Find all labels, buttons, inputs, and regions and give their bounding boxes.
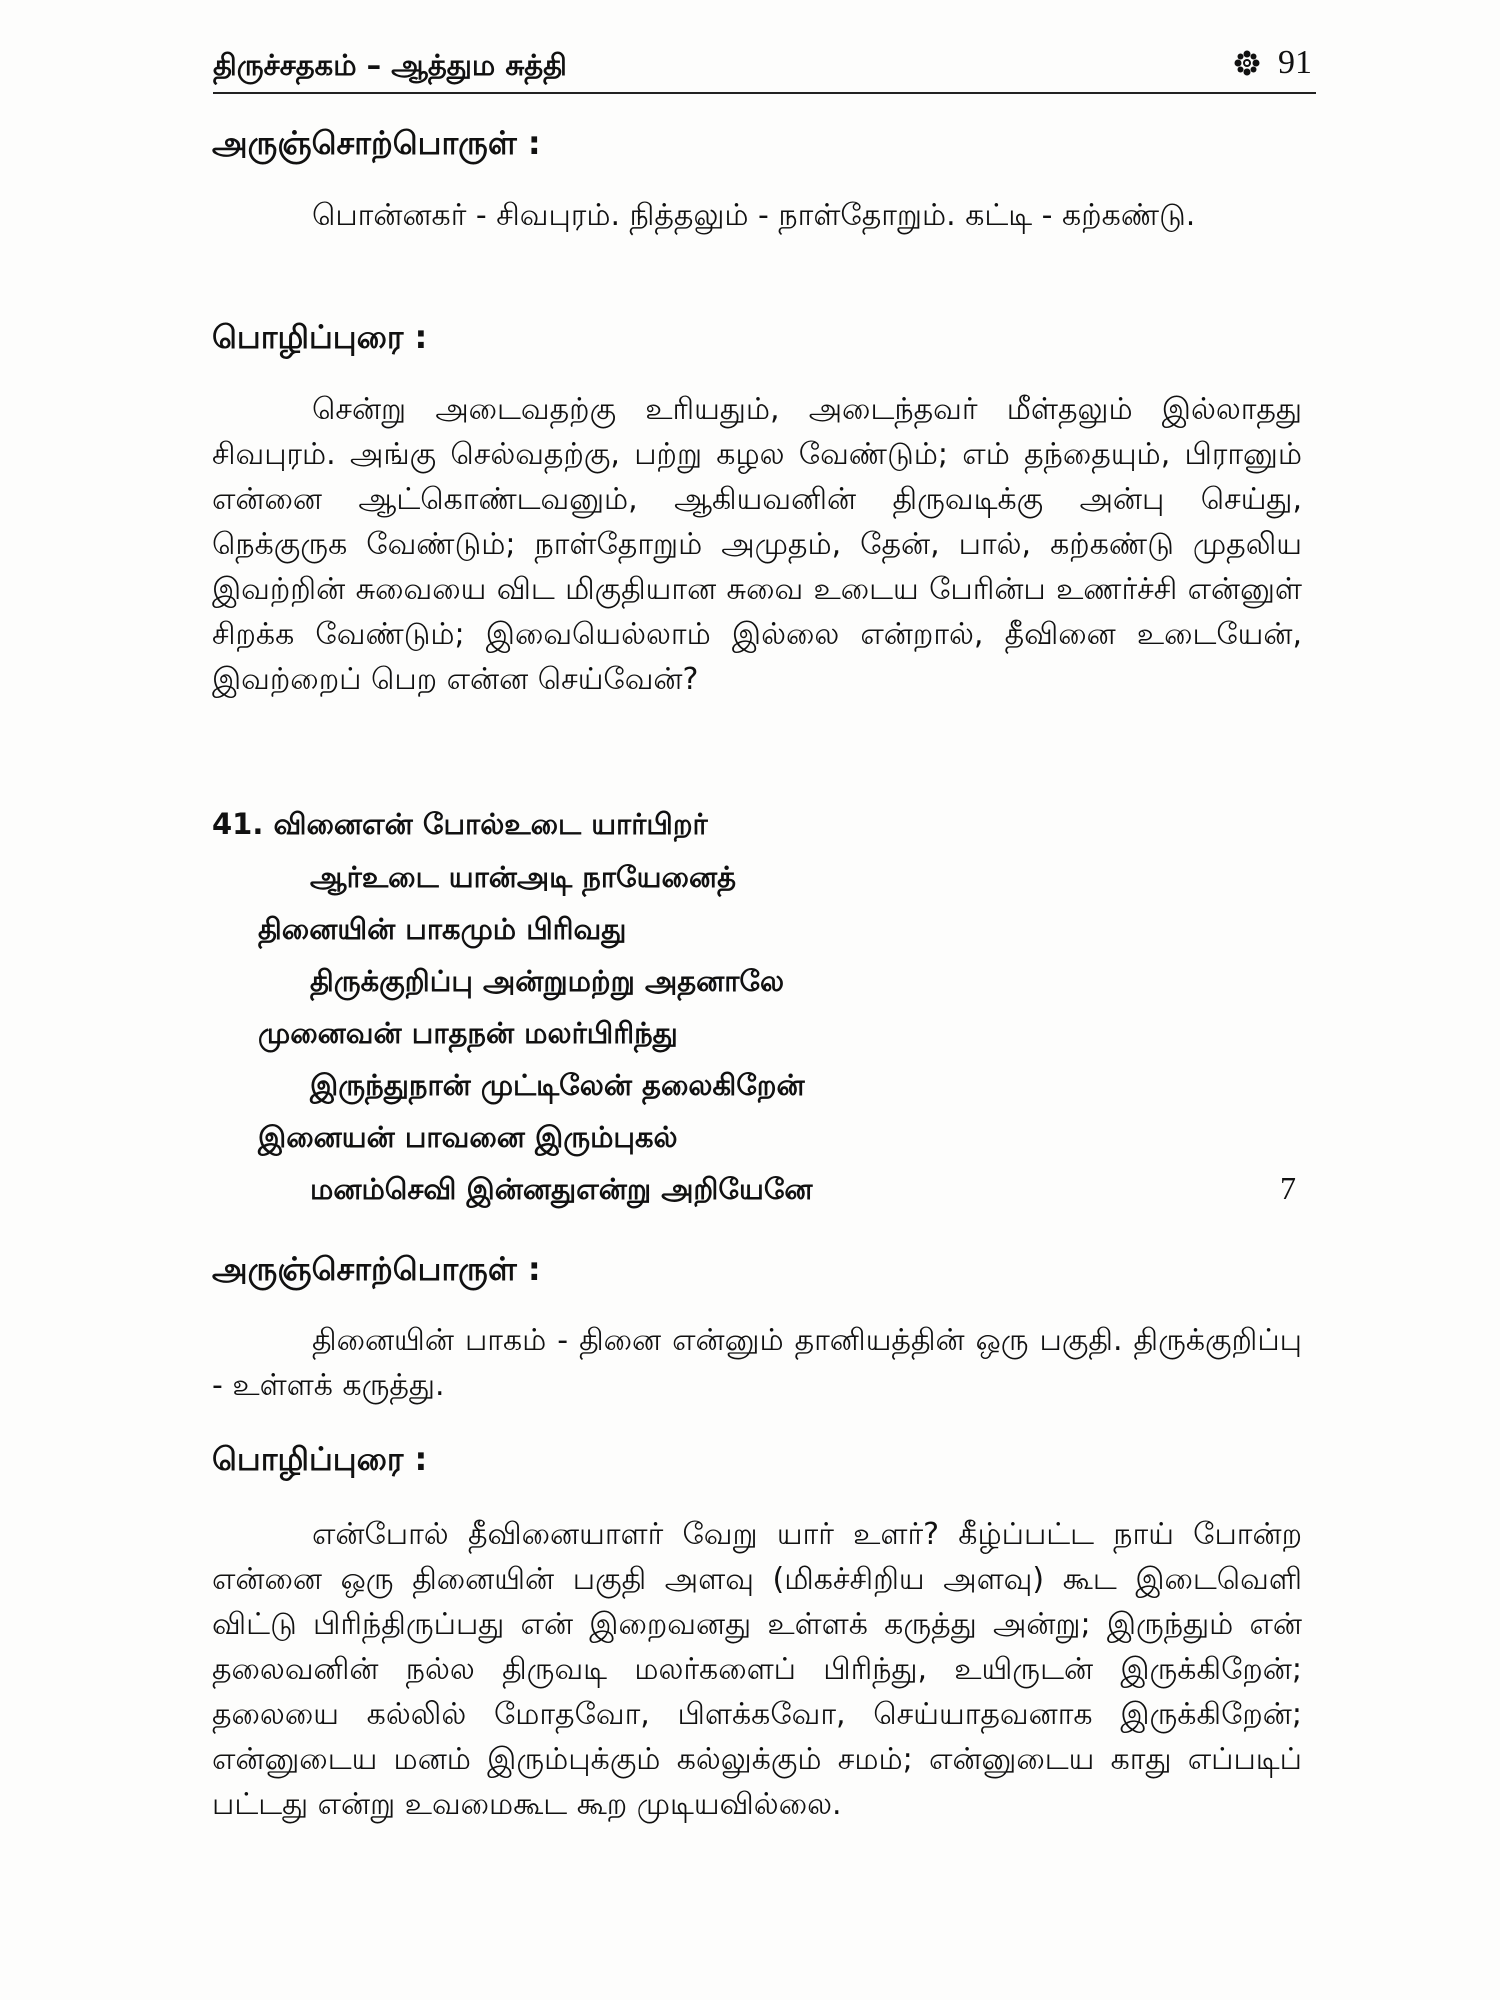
verse-line: ஆர்உடை யான்அடி நாயேனைத் [310,860,736,894]
glossary-paragraph [212,1318,1302,1408]
page-header [213,44,1316,94]
verse-line: முனைவன் பாதநன் மலர்பிரிந்து [258,1016,678,1050]
header-right [1234,44,1312,82]
commentary-paragraph [212,1512,1302,1827]
glossary-text: தினையின் பாகம் - தினை என்னும் தானியத்தின் ஒரு பகுதி. திருக்குறிப்பு - உள்ளக் கருத்து. [212,1323,1302,1403]
glossary-heading: அருஞ்சொற்பொருள் : [212,124,541,162]
commentary-text: சென்று அடைவதற்கு உரியதும், அடைந்தவர் மீள்தலும் இல்லாதது சிவபுரம். அங்கு செல்வதற்கு, பற்று கழல வேண்டும்; எம் தந்தையும், பிரானும் என்னை ஆட்கொண்டவனும், ஆகியவனின் திருவடிக்கு அன்பு செய்து, நெக்குருக வேண்டும்; நாள்தோறும் அமுதம், தேன், பால், கற்கண்டு முதலிய இவற்றின் சுவையை விட மிகுதியான சுவை உடைய பேரின்ப உணர்ச்சி என்னுள் சிறக்க வேண்டும்; இவையெல்லாம் இல்லை என்றால், தீவினை உடையேன், இவற்றைப் பெற என்ன செய்வேன்? [212,392,1302,697]
verse-line: மனம்செவி இன்னதுஎன்று அறியேனே [310,1172,813,1206]
verse-line: இருந்துநான் முட்டிலேன் தலைகிறேன் [310,1068,805,1102]
verse-line: 41. வினைஎன் போல்உடை யார்பிறர் [212,807,708,841]
glossary-heading: அருஞ்சொற்பொருள் : [212,1250,541,1288]
glossary-text: பொன்னகர் - சிவபுரம். நித்தலும் - நாள்தோறும். கட்டி - கற்கண்டு. [312,198,1196,233]
verse-line: தினையின் பாகமும் பிரிவது [258,912,627,946]
verse-line: இனையன் பாவனை இரும்புகல் [258,1120,678,1154]
running-title: திருச்சதகம் – ஆத்தும சுத்தி [213,48,567,82]
page-number: 91 [1278,44,1312,81]
commentary-text: என்போல் தீவினையாளர் வேறு யார் உளர்? கீழ்ப்பட்ட நாய் போன்ற என்னை ஒரு தினையின் பகுதி அளவு (மிகச்சிறிய அளவு) கூட இடைவெளி விட்டு பிரிந்திருப்பது என் இறைவனது உள்ளக் கருத்து அன்று; இருந்தும் என் தலைவனின் நல்ல திருவடி மலர்களைப் பிரிந்து, உயிருடன் இருக்கிறேன்; தலையை கல்லில் மோதவோ, பிளக்கவோ, செய்யாதவனாக இருக்கிறேன்; என்னுடைய மனம் இரும்புக்கும் கல்லுக்கும் சமம்; என்னுடைய காது எப்படிப் பட்டது என்று உவமைகூட கூற முடியவில்லை. [212,1517,1302,1822]
glossary-paragraph [212,193,1302,238]
verse-line: திருக்குறிப்பு அன்றுமற்று அதனாலே [310,964,785,998]
commentary-heading: பொழிப்புரை : [212,1440,428,1478]
commentary-paragraph [212,387,1302,702]
verse-number: 7 [1280,1170,1296,1206]
flower-ornament-icon [1234,50,1260,76]
commentary-heading: பொழிப்புரை : [212,318,428,356]
